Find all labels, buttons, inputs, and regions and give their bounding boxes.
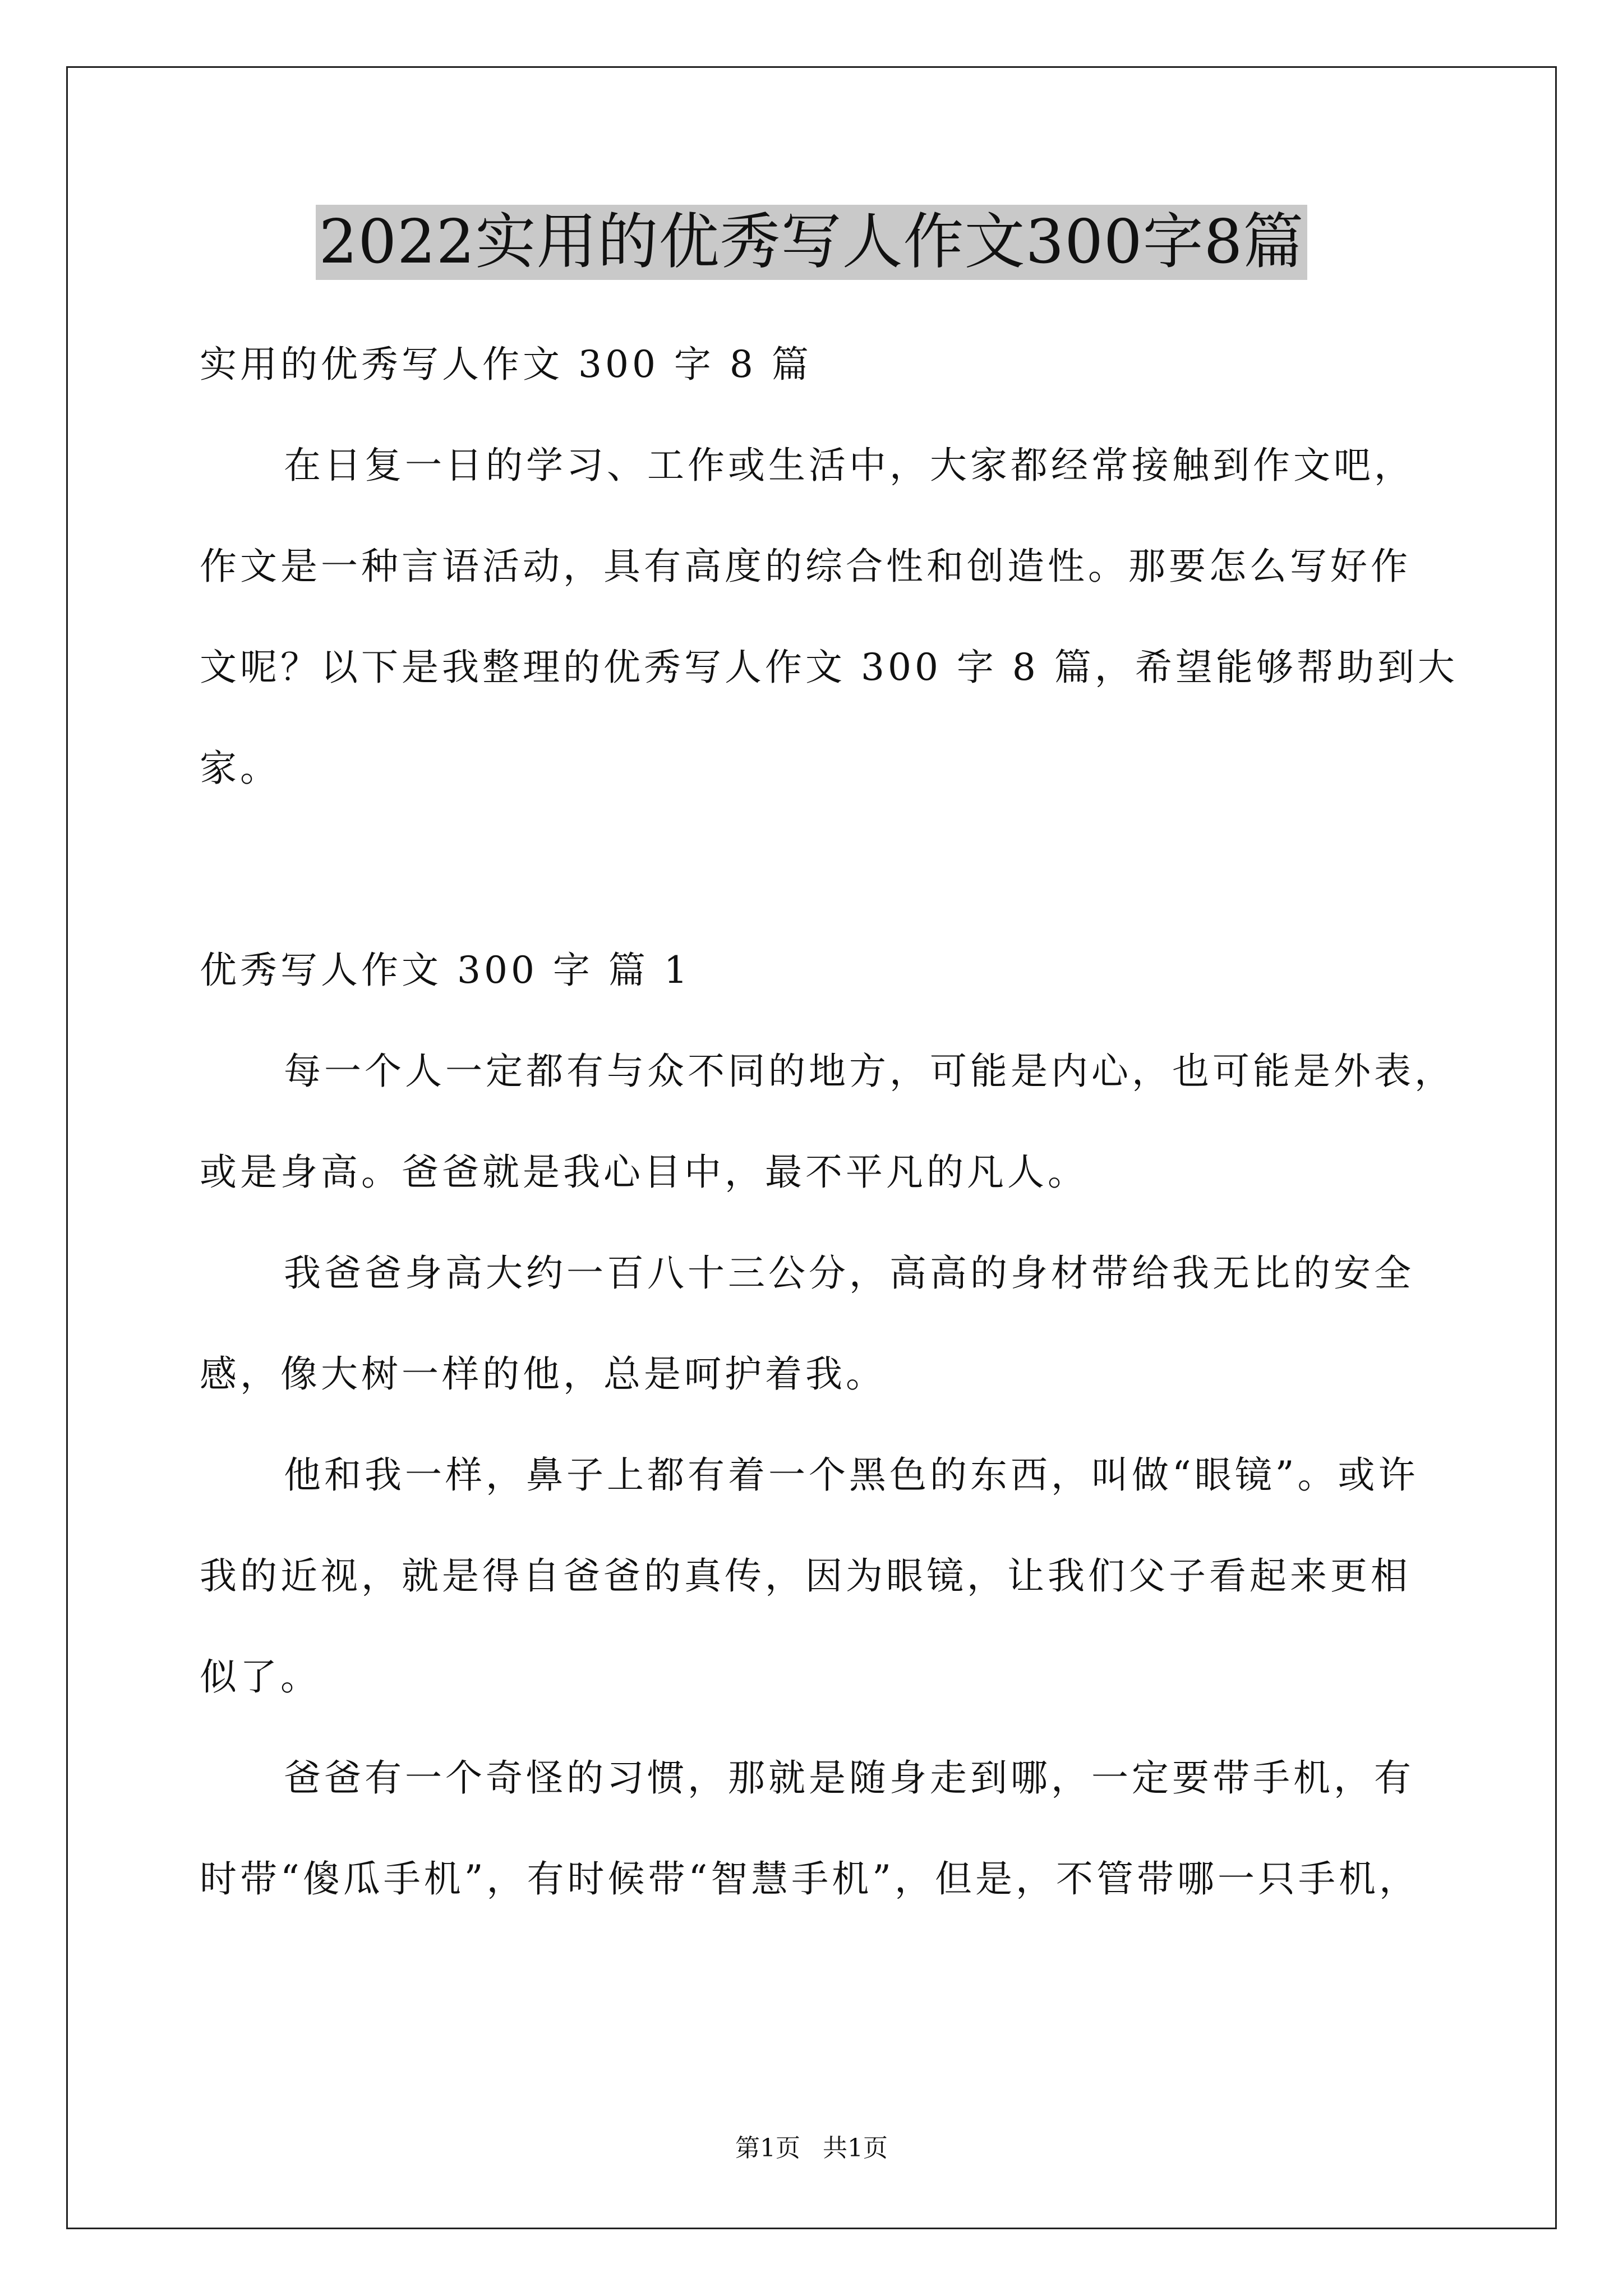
paragraph-line: 我的近视，就是得自爸爸的真传，因为眼镜，让我们父子看起来更相 (200, 1554, 1411, 1598)
paragraph-line: 或是身高。爸爸就是我心目中，最不平凡的凡人。 (200, 1151, 1088, 1194)
paragraph-line: 似了。 (200, 1655, 321, 1699)
paragraph-line: 我爸爸身高大约一百八十三公分，高高的身材带给我无比的安全 (284, 1251, 1414, 1295)
intro-line: 家。 (200, 747, 280, 790)
paragraph-line: 时带“傻瓜手机”，有时候带“智慧手机”，但是，不管带哪一只手机， (200, 1857, 1419, 1901)
paragraph-line: 感，像大树一样的他，总是呵护着我。 (200, 1352, 886, 1396)
document-subtitle: 实用的优秀写人作文 300 字 8 篇 (200, 343, 812, 386)
paragraph-line: 每一个人一定都有与众不同的地方，可能是内心，也可能是外表， (284, 1050, 1455, 1093)
paragraph-line: 他和我一样，鼻子上都有着一个黑色的东西，叫做“眼镜”。或许 (284, 1453, 1419, 1497)
document-title: 2022实用的优秀写人作文300字8篇 (316, 205, 1308, 280)
section-heading: 优秀写人作文 300 字 篇 1 (200, 949, 691, 992)
page-footer (0, 2132, 1623, 2165)
document-body (200, 314, 1458, 1930)
blank-line (200, 819, 1433, 920)
page-number: 第1页 (735, 2134, 800, 2162)
title-area (0, 205, 1623, 280)
paragraph-line: 爸爸有一个奇怪的习惯，那就是随身走到哪，一定要带手机，有 (284, 1756, 1414, 1800)
intro-line: 作文是一种言语活动，具有高度的综合性和创造性。那要怎么写好作 (200, 545, 1411, 588)
intro-line: 文呢？以下是我整理的优秀写人作文 300 字 8 篇，希望能够帮助到大 (200, 646, 1458, 689)
intro-line: 在日复一日的学习、工作或生活中，大家都经常接触到作文吧， (284, 444, 1414, 487)
page-total: 共1页 (823, 2134, 888, 2162)
